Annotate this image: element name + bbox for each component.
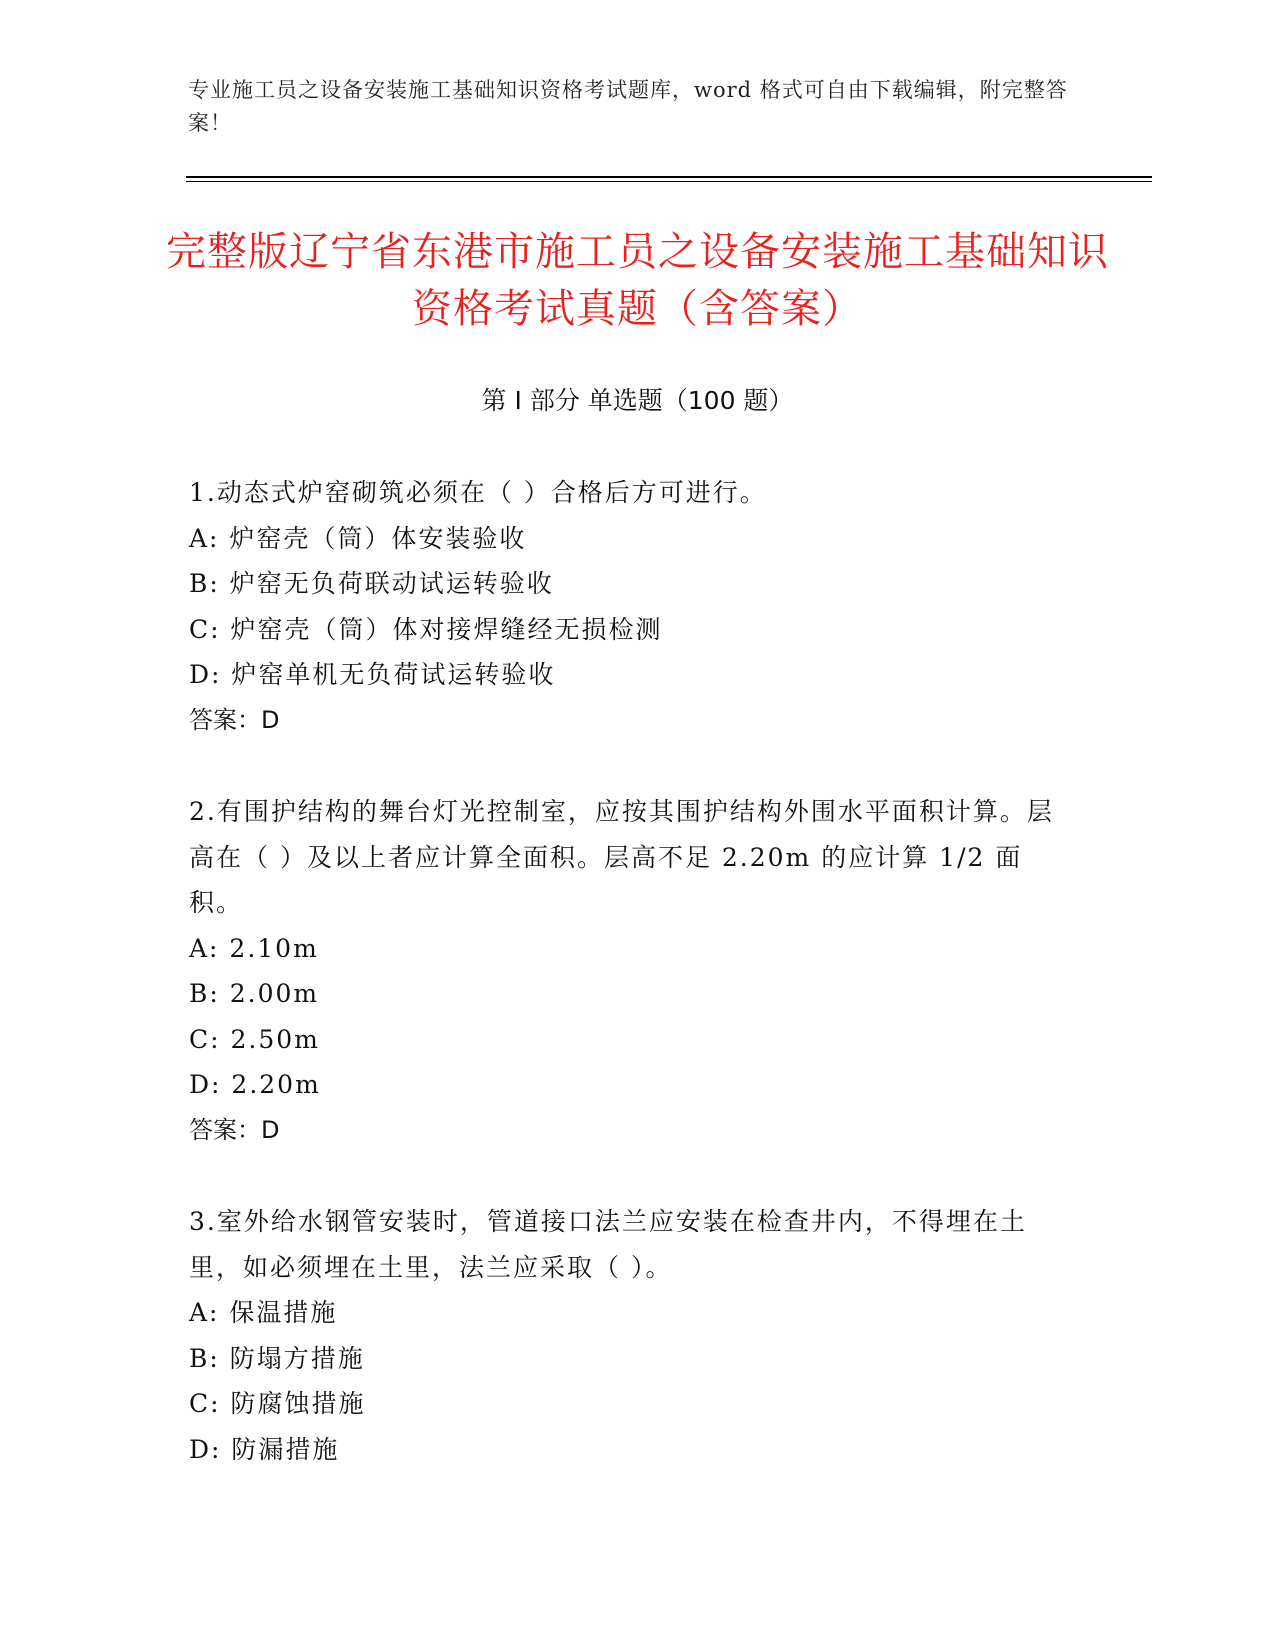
option-a: A: 2.10m	[189, 933, 319, 963]
option-b: B: 防塌方措施	[189, 1343, 365, 1373]
section-heading: 第 I 部分 单选题（100 题）	[481, 386, 794, 415]
question-stem: 1.动态式炉窑砌筑必须在（ ）合格后方可进行。	[189, 478, 767, 507]
question-stem: 2.有围护结构的舞台灯光控制室，应按其围护结构外围水平面积计算。层高在（ ）及以上者应计算全面积。层高不足 2.20m 的应计算 1/2 面积。	[189, 797, 1054, 917]
document-title: 完整版辽宁省东港市施工员之设备安装施工基础知识资格考试真题（含答案）	[166, 229, 1109, 332]
option-c: C: 2.50m	[189, 1024, 320, 1054]
answer-line: 答案：D	[189, 1115, 280, 1144]
question-1	[189, 470, 1069, 743]
option-c: C: 防腐蚀措施	[189, 1389, 366, 1418]
header-divider-thin	[186, 181, 1152, 182]
answer-line: 答案：D	[189, 705, 280, 734]
option-d: D: 2.20m	[189, 1070, 321, 1099]
question-2	[189, 789, 1069, 1153]
question-stem: 3.室外给水钢管安装时，管道接口法兰应安装在检查井内，不得埋在土里，如必须埋在土里，法兰应采取（ ）。	[189, 1207, 1027, 1282]
question-list	[189, 470, 1069, 1518]
option-d: D: 防漏措施	[189, 1434, 340, 1464]
question-3	[189, 1199, 1069, 1472]
option-c: C: 炉窑壳（筒）体对接焊缝经无损检测	[189, 614, 663, 644]
option-b: B: 炉窑无负荷联动试运转验收	[189, 569, 554, 598]
option-a: A: 保温措施	[189, 1298, 338, 1327]
option-b: B: 2.00m	[189, 979, 320, 1008]
option-d: D: 炉窑单机无负荷试运转验收	[189, 660, 556, 689]
header-divider-thick	[186, 176, 1152, 178]
option-a: A: 炉窑壳（筒）体安装验收	[189, 523, 527, 553]
document-header-text: 专业施工员之设备安装施工基础知识资格考试题库，word 格式可自由下载编辑，附完整答案！	[188, 78, 1068, 135]
